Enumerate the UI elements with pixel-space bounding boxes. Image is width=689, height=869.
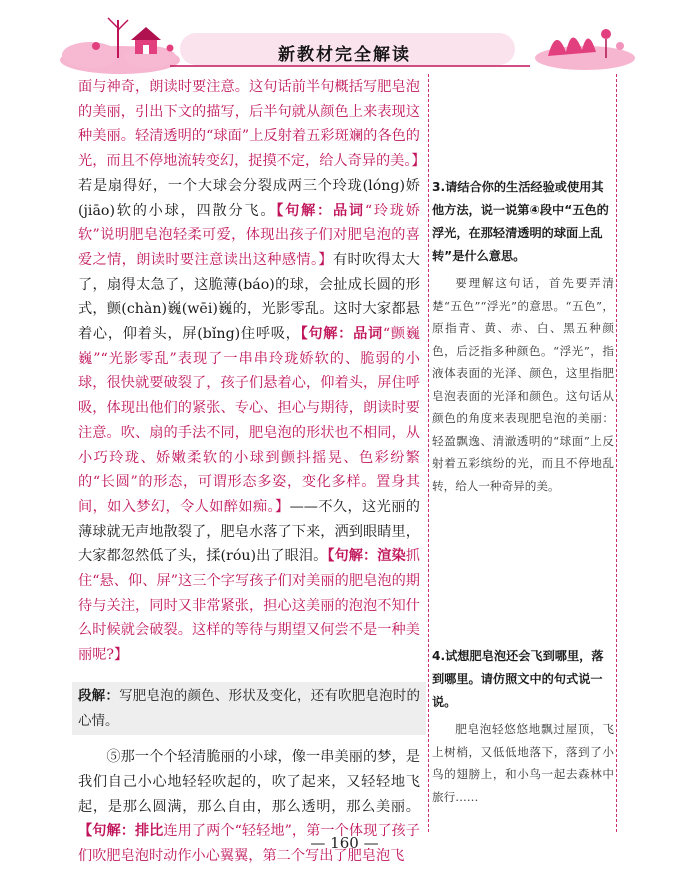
header-decoration — [0, 0, 689, 78]
side-question-3 — [432, 176, 614, 497]
annotation-tag: 【句解：渲染 — [327, 548, 406, 565]
annotation-text: 抓住“悬、仰、屏”这三个字写孩子们对美丽的肥皂泡的期待与关注，同时又非常紧张，担心这美丽的泡泡不知什么时候就会破裂。这样的等待与期望又何尝不是一种美丽呢?】 — [78, 548, 420, 664]
paragraph-4-continued — [78, 75, 426, 668]
paragraph-summary-box — [72, 682, 426, 735]
summary-text: 写肥皂泡的颜色、形状及变化，还有吹肥皂泡时的心情。 — [78, 687, 420, 729]
body-text: 有时吹得太大了，扇得太急了，这脆薄(báo)的球，会扯成长圆的形式，颤(chàn)巍(wēi)巍的，光影零乱。这时大家都悬着心，仰着头，屏(bǐng)住呼吸， — [78, 251, 420, 343]
answer-4-text: 肥皂泡轻悠悠地飘过屋顶，飞上树梢，又低低地落下，落到了小鸟的翅膀上，和小鸟一起去森林中旅行…… — [432, 722, 614, 804]
annotation-tag: 【句解：排比 — [78, 823, 164, 840]
body-text: ——不久，这光丽的薄球就无声地散裂了，肥皂水落了下来，洒到眼睛里，大家都忽然低了头，揉(róu)出了眼泪。 — [78, 498, 420, 565]
body-text: ⑤那一个个轻清脆丽的小球，像一串美丽的梦，是我们自己小心地轻轻吹起的，吹了起来，又轻轻地飞起，是那么圆满，那么自由，那么透明，那么美丽。 — [78, 749, 420, 815]
answer-3-text: 要理解这句话，首先要弄清楚“五色”“浮光”的意思。“五色”，原指青、黄、赤、白、黑五种颜色，后泛指多种颜色。“浮光”，指液体表面的光泽、颜色，这里指肥皂泡表面的光泽和颜色。这句话从颜色的角度来表现肥皂泡的美丽：轻盈飘逸、清澈透明的“球面”上反射着五彩缤纷的光，而且不停地乱转，给人一种奇异的美。 — [432, 276, 614, 493]
annotation-text: “颤巍巍”“光影零乱”表现了一串串玲珑娇软的、脆弱的小球，很快就要破裂了，孩子们悬着心，仰着头，屏住呼吸，体现出他们的紧张、专心、担心与期待，朗读时要注意。吹、扇的手法不同，肥皂泡的形状也不相同，从小巧玲珑、娇嫩柔软的小球到颤抖摇晃、色彩纷繁的“长圆”的形态，可谓形态多姿，变化多样。置身其间，如入梦幻，令人如醉如痴。】 — [78, 326, 420, 515]
book-title: 新教材完全解读 — [278, 45, 411, 65]
page-number: — 160 — — [310, 834, 379, 852]
question-3-text: 3.请结合你的生活经验或使用其他方法，说一说第④段中“五色的浮光，在那轻清透明的球面上乱转”是什么意思。 — [432, 180, 609, 263]
page-header — [0, 0, 689, 78]
column-divider-right — [616, 74, 617, 832]
side-question-4 — [432, 645, 614, 808]
question-4-text: 4.试想肥皂泡还会飞到哪里，落到哪里。请仿照文中的句式说一说。 — [432, 649, 604, 709]
annotation-text: 连用了两个“轻轻地”，第一个体现了孩子们吹肥皂泡时动作小心翼翼，第二个写出了肥皂泡飞 — [78, 823, 420, 865]
body-text: 若是扇得好，一个大球会分裂成两三个玲珑(lóng)娇(jiāo)软的小球，四散分飞。 — [78, 177, 420, 219]
summary-label: 段解： — [78, 687, 120, 704]
column-divider-left — [428, 74, 429, 832]
annotation-tag: 【句解：品词 — [300, 326, 383, 343]
annotation-text: “玲珑娇软”说明肥皂泡轻柔可爱，体现出孩子们对肥皂泡的喜爱之情，朗读时要注意读出这种感情。】 — [78, 202, 420, 268]
annotation-tag: 【句解：品词 — [276, 202, 365, 219]
annotation-text: 面与神奇，朗读时要注意。这句话前半句概括写肥皂泡的美丽，引出下文的描写，后半句就从颜色上来表现这种美丽。轻清透明的“球面”上反射着五彩斑斓的各色的光，而且不停地流转变幻，捉摸不定，给人奇异的美。】 — [78, 79, 426, 170]
